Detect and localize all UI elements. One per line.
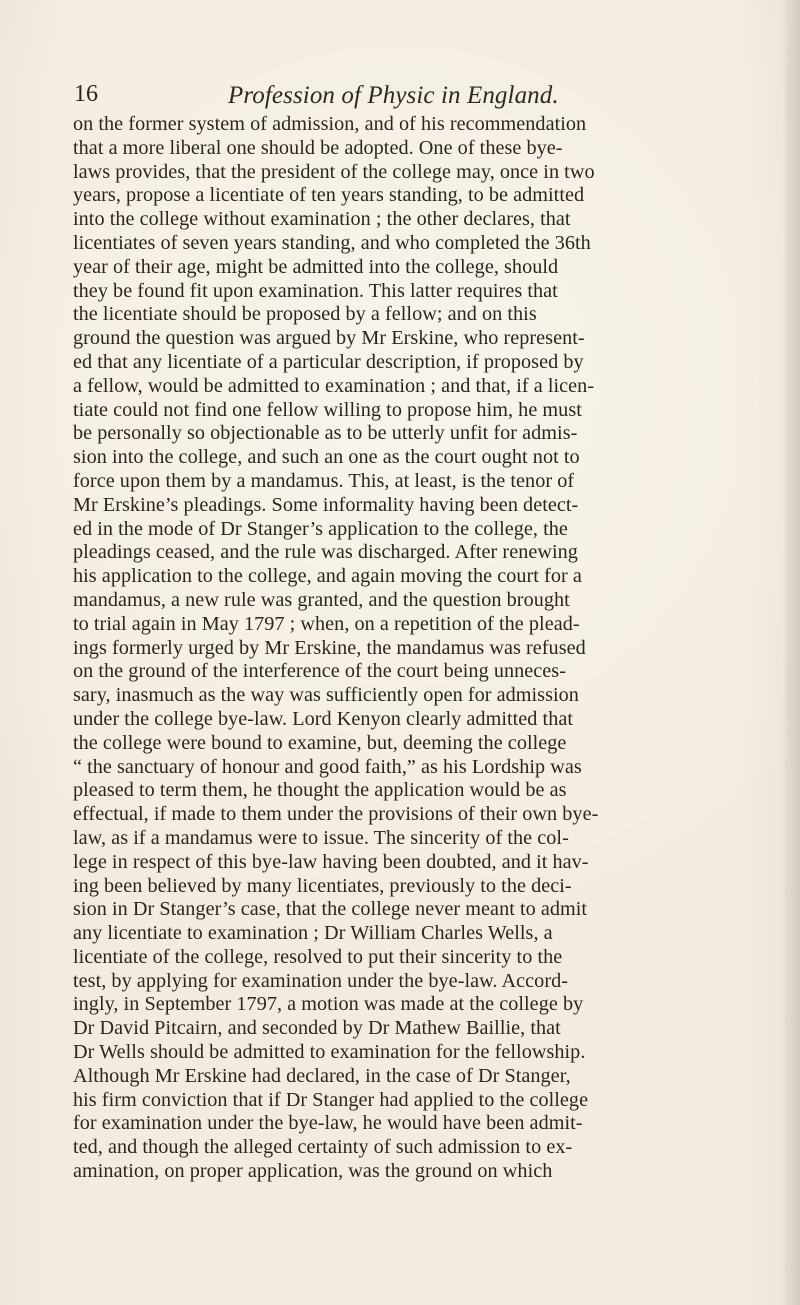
text-line-12: a fellow, would be admitted to examination ; and that, if a licen- xyxy=(73,374,595,397)
text-line-35: any licentiate to examination ; Dr William Charles Wells, a xyxy=(73,922,553,945)
text-line-23: ings formerly urged by Mr Erskine, the mandamus was refused xyxy=(73,636,586,659)
text-line-43: for examination under the bye-law, he would have been admit- xyxy=(73,1112,583,1135)
text-line-25: sary, inasmuch as the way was sufficiently open for admission xyxy=(73,684,579,707)
text-line-18: ed in the mode of Dr Stanger’s application to the college, the xyxy=(73,517,568,540)
text-line-11: ed that any licentiate of a particular description, if proposed by xyxy=(73,350,584,373)
text-line-27: the college were bound to examine, but, deeming the college xyxy=(73,731,567,754)
body-text xyxy=(73,113,780,1184)
text-line-9: the licentiate should be proposed by a fellow; and on this xyxy=(73,303,537,326)
text-line-39: Dr David Pitcairn, and seconded by Dr Mathew Baillie, that xyxy=(73,1017,561,1040)
text-line-36: licentiate of the college, resolved to put their sincerity to the xyxy=(73,945,563,968)
text-line-26: under the college bye-law. Lord Kenyon clearly admitted that xyxy=(73,707,574,730)
text-line-16: force upon them by a mandamus. This, at least, is the tenor of xyxy=(73,469,575,492)
text-line-3: laws provides, that the president of the college may, once in two xyxy=(73,160,595,183)
running-title: Profession of Physic in England. xyxy=(228,82,559,109)
text-line-24: on the ground of the interference of the court being unneces- xyxy=(73,660,566,683)
text-line-41: Although Mr Erskine had declared, in the case of Dr Stanger, xyxy=(73,1064,571,1087)
text-line-38: ingly, in September 1797, a motion was made at the college by xyxy=(73,993,584,1016)
text-line-10: ground the question was argued by Mr Erskine, who represent- xyxy=(73,327,585,350)
text-line-21: mandamus, a new rule was granted, and the question brought xyxy=(73,588,570,611)
text-line-5: into the college without examination ; the other declares, that xyxy=(73,208,571,231)
text-line-2: that a more liberal one should be adopted. One of these bye- xyxy=(73,136,563,159)
text-line-6: licentiates of seven years standing, and who completed the 36th xyxy=(73,231,591,254)
text-line-17: Mr Erskine’s pleadings. Some informality having been detect- xyxy=(73,493,579,516)
page-edge-shadow xyxy=(782,0,800,1305)
text-line-29: pleased to term them, he thought the application would be as xyxy=(73,779,567,802)
text-line-13: tiate could not find one fellow willing to propose him, he must xyxy=(73,398,582,421)
text-line-7: year of their age, might be admitted into the college, should xyxy=(73,255,559,278)
text-line-4: years, propose a licentiate of ten years standing, to be admitted xyxy=(73,184,585,207)
text-line-30: effectual, if made to them under the provisions of their own bye- xyxy=(73,803,599,826)
text-line-40: Dr Wells should be admitted to examination for the fellowship. xyxy=(73,1041,586,1064)
text-line-19: pleadings ceased, and the rule was discharged. After renewing xyxy=(73,541,578,564)
text-line-8: they be found fit upon examination. This latter requires that xyxy=(73,279,558,302)
text-line-20: his application to the college, and again moving the court for a xyxy=(73,565,582,588)
text-line-28: “ the sanctuary of honour and good faith,” as his Lordship was xyxy=(73,755,582,778)
text-line-37: test, by applying for examination under the bye-law. Accord- xyxy=(73,969,569,992)
text-line-14: be personally so objectionable as to be utterly unfit for admis- xyxy=(73,422,578,445)
text-line-34: sion in Dr Stanger’s case, that the college never meant to admit xyxy=(73,898,588,921)
text-line-32: lege in respect of this bye-law having been doubted, and it hav- xyxy=(73,850,589,873)
text-line-33: ing been believed by many licentiates, previously to the deci- xyxy=(73,874,572,897)
page-number: 16 xyxy=(74,81,98,107)
text-line-1: on the former system of admission, and of his recommendation xyxy=(73,113,587,135)
text-line-31: law, as if a mandamus were to issue. The sincerity of the col- xyxy=(73,826,569,849)
text-line-42: his firm conviction that if Dr Stanger had applied to the college xyxy=(73,1088,589,1111)
text-line-45: amination, on proper application, was the ground on which xyxy=(73,1160,553,1183)
text-line-15: sion into the college, and such an one as the court ought not to xyxy=(73,446,580,469)
text-line-44: ted, and though the alleged certainty of such admission to ex- xyxy=(73,1136,573,1159)
text-line-22: to trial again in May 1797 ; when, on a repetition of the plead- xyxy=(73,612,580,635)
